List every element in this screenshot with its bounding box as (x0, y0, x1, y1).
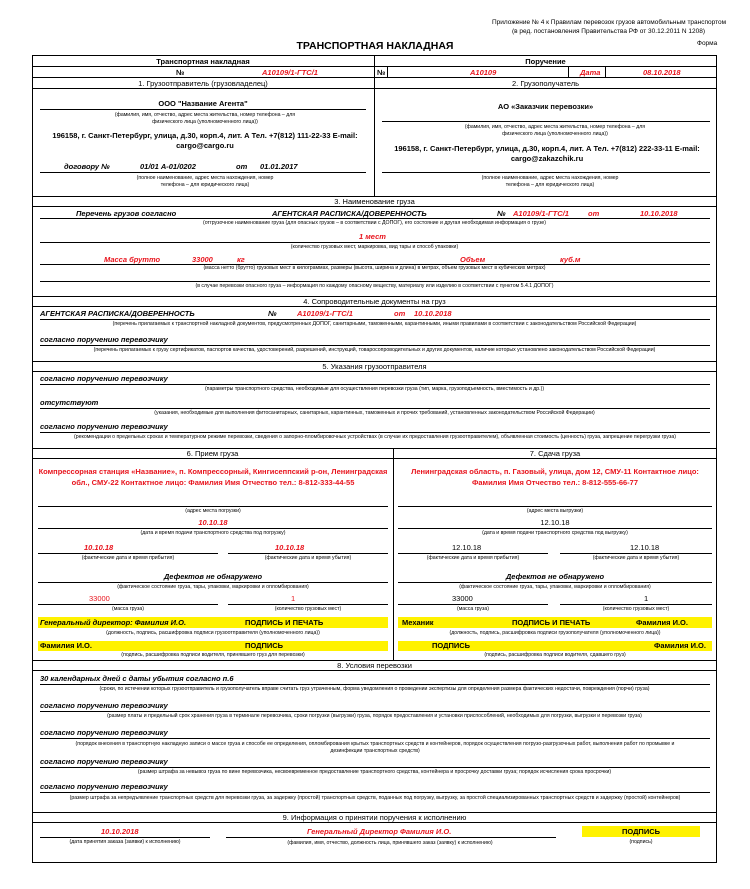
cargo-caption3: (масса нетто (брутто) грузовых мест в килограммах, размеры (высота, ширина и длина) в метрах, объем грузовых мест в кубических метрах) (203, 265, 546, 271)
terms-line4: согласно поручению перевозчику (40, 757, 168, 766)
gross-unit: кг (237, 255, 245, 264)
form-label: Форма (697, 40, 718, 47)
instructions-line2: отсутствуют (40, 398, 99, 407)
unloading-address-caption: (адрес места выгрузки) (526, 508, 584, 514)
shipper-address: 196158, г. Санкт-Петербург, улица, д.30, корп.4, лит. А Тел. +7(812) 111-22-33 E-mail: cargo@cargo.ru (52, 131, 358, 151)
order-number: А10109 (470, 68, 497, 77)
unloading-departure-caption: (фактические дата и время убытия) (592, 555, 680, 561)
order-date: 08.10.2018 (643, 68, 681, 77)
loading-date: 10.10.18 (198, 518, 228, 527)
terms-caption3: (порядок внесения в транспортную накладную записи о массе груза и способе ее определения, опломбирования крытых транспортных средств и контейнеров, порядок осуществления погрузо-разгрузочных работ, выполнения работ по промывке и дезинфекции транспортных средств) (75, 741, 675, 754)
instructions-caption2: (указания, необходимые для выполнения фитосанитарных, санитарных, карантинных, таможенных и прочих требований, установленных законодательством Российской Федерации) (154, 410, 595, 416)
docs-from-label: от (394, 309, 406, 318)
instructions-line1: согласно поручению перевозчику (40, 374, 168, 383)
loading-arrival-caption: (фактические дата и время прибытия) (81, 555, 175, 561)
docs-doc-number: А10109/1-ГТС/1 (297, 309, 353, 318)
order-date-label: Дата (580, 68, 601, 77)
docs-caption1: (перечень прилагаемых к транспортной накладной документов, предусмотренных ДОПОГ, санитарными, таможенными, карантинными, иными правилами в соответствии с законодательством Российской Федерации) (112, 321, 637, 327)
consignee-caption: (фамилия, имя, отчество, адрес места жительства, номер телефона – для физического лица (уполномоченного лица)) (464, 124, 646, 137)
loading-state-caption: (фактическое состояние груза, тары, упаковки, маркировки и опломбирования) (117, 584, 309, 590)
consignee-sign-caption: (должность, подпись, расшифровка подписи грузополучателя (уполномоченного лица)) (449, 630, 661, 636)
loading-mass-caption: (масса груза) (112, 606, 144, 612)
docs-doc-name: АГЕНТСКАЯ РАСПИСКА/ДОВЕРЕННОСТЬ (40, 309, 195, 318)
unloading-arrival-caption: (фактические дата и время прибытия) (426, 555, 520, 561)
consignee-company: АО «Заказчик перевозки» (497, 102, 594, 111)
loading-driver-caption: (подпись, расшифровка подписи водителя, принявшего груз для перевозки) (121, 652, 305, 658)
order-num-sign: № (377, 68, 386, 77)
section3-heading: 3. Наименование груза (334, 197, 415, 206)
unloading-places-caption: (количество грузовых мест) (602, 606, 670, 612)
contract-from-label: от (236, 162, 248, 171)
volume-label: Объем (460, 255, 486, 264)
unloading-driver-sign: ПОДПИСЬ (432, 641, 471, 650)
acceptance-date: 10.10.2018 (101, 827, 139, 836)
docs-doc-date: 10.10.2018 (414, 309, 452, 318)
cargo-doc-number: А10109/1-ГТС/1 (513, 209, 569, 218)
contract-number: 01/01 А-01/0202 (140, 162, 196, 171)
unloading-mass-caption: (масса груза) (457, 606, 489, 612)
terms-caption2: (размер платы и предельный срок хранения груза в терминале перевозчика, сроки погрузки (выгрузки) груза, порядок предоставления и установки приспособлений, необходимых для погрузки, выгрузки и перевозки груза) (107, 713, 642, 719)
terms-caption1: (сроки, по истечении которых грузоотправитель и грузополучатель вправе считать груз утраченным, форма уведомления о проведении экспертизы для определения размера фактических недостачи, повреждения (порчи) груза) (99, 686, 650, 692)
unloading-state-caption: (фактическое состояние груза, тары, упаковки, маркировки и опломбирования) (459, 584, 651, 590)
acceptance-name-caption: (фамилия, имя, отчество, должность лица, принявшего заказ (заявку) к исполнению) (287, 840, 493, 846)
waybill-number: А10109/1-ГТС/1 (262, 68, 318, 77)
docs-caption2: (перечень прилагаемых к грузу сертификатов, паспортов качества, удостоверений, разрешений, инструкций, товаросопроводительных и других документов, наличие которых установлено законодательством Российской Федерации) (93, 347, 656, 353)
loading-address: Компрессорная станция «Название», п. Компрессорный, Кингисеппский р-он, Ленинградская обл., СМУ-22 Контактное лицо: Фамилия Имя Отчество тел.: 8-812-333-44-55 (38, 467, 388, 487)
section9-heading: 9. Информация о принятии поручения к исполнению (282, 813, 467, 822)
terms-line3: согласно поручению перевозчику (40, 728, 168, 737)
loading-driver-sign: ПОДПИСЬ (245, 641, 284, 650)
cargo-doc-name: АГЕНТСКАЯ РАСПИСКА/ДОВЕРЕННОСТЬ (272, 209, 427, 218)
section4-heading: 4. Сопроводительные документы на груз (303, 297, 446, 306)
cargo-caption2: (количество грузовых мест, маркировка, вид тары и способ упаковки) (290, 244, 459, 250)
acceptance-sign: ПОДПИСЬ (621, 827, 661, 836)
loading-mass: 33000 (89, 594, 110, 603)
terms-caption4: (размер штрафа за невывоз груза по вине перевозчика, несвоевременное предоставление транспортного средства, контейнера и просрочку доставки груза; порядок исчисления срока просрочки) (137, 769, 612, 775)
contract-date: 01.01.2017 (260, 162, 298, 171)
shipper-company: ООО "Название Агента" (158, 99, 248, 108)
unloading-places: 1 (644, 594, 649, 603)
shipper-signer: Генеральный директор: Фамилия И.О. (40, 618, 187, 627)
waybill-label: Транспортная накладная (156, 57, 250, 66)
shipper-sign-stamp: ПОДПИСЬ И ПЕЧАТЬ (245, 618, 324, 627)
section6-heading: 6. Прием груза (186, 449, 239, 458)
terms-line5: согласно поручению перевозчику (40, 782, 168, 791)
docs-by-order: согласно поручению перевозчику (40, 335, 168, 344)
gross-value: 33000 (192, 255, 213, 264)
cargo-places: 1 мест (359, 232, 386, 241)
instructions-caption1: (параметры транспортного средства, необходимые для осуществления перевозки груза (тип, марка, грузоподъемность, вместимость и др.)) (204, 386, 545, 392)
gross-label: Масса брутто (104, 255, 161, 264)
shipper-sign-caption: (должность, подпись, расшифровка подписи грузоотправителя (уполномоченного лица)) (106, 630, 320, 636)
consignee-caption2: (полное наименование, адрес места нахождения, номер телефона – для юридического лица) (481, 175, 619, 188)
loading-places-caption: (количество грузовых мест) (274, 606, 342, 612)
shipper-caption: (фамилия, имя, отчество, адрес места жительства, номер телефона – для физического лица (уполномоченного лица)) (114, 112, 296, 125)
consignee-signer-position: Механик (402, 618, 434, 627)
consignee-signer-name: Фамилия И.О. (636, 618, 688, 627)
section1-heading: 1. Грузоотправитель (грузовладелец) (138, 79, 268, 88)
consignee-address: 196158, г. Санкт-Петербург, улица, д.30, корп.4, лит. А Тел. +7(812) 222-33-11 E-mail: cargo@zakazchik.ru (394, 144, 700, 164)
unloading-driver-name: Фамилия И.О. (654, 641, 706, 650)
shipper-caption2: (полное наименование, адрес места нахождения, номер телефона – для юридического лица) (136, 175, 274, 188)
loading-places: 1 (291, 594, 296, 603)
volume-unit: куб.м (560, 255, 581, 264)
waybill-num-sign: № (176, 68, 185, 77)
terms-caption5: (размер штрафа за непредъявление транспортных средств для перевозки груза, за задержку (простой) транспортных средств, поданных под погрузку, выгрузку, за простой специализированных транспортных средств и задержку (простой) контейнеров) (69, 795, 681, 801)
instructions-caption3: (рекомендации о предельных сроках и температурном режиме перевозки, сведения о запорно-пломбировочных устройствах (в случае их предоставления грузоотправителем), объявленная стоимость (ценность) груза, запрещение перегрузки груза) (74, 434, 676, 440)
loading-defects: Дефектов не обнаружено (163, 572, 263, 581)
document-title: ТРАНСПОРТНАЯ НАКЛАДНАЯ (296, 40, 454, 52)
loading-driver-name: Фамилия И.О. (40, 641, 92, 650)
section7-heading: 7. Сдача груза (529, 449, 581, 458)
acceptance-date-caption: (дата принятия заказа (заявки) к исполнению) (69, 839, 181, 845)
section5-heading: 5. Указания грузоотправителя (322, 362, 427, 371)
unloading-date-caption: (дата и время подачи транспортного средства под выгрузку) (482, 530, 628, 536)
unloading-departure-date: 12.10.18 (630, 543, 660, 552)
loading-address-caption: (адрес места погрузки) (185, 508, 241, 514)
acceptance-sign-caption: (подпись) (629, 839, 653, 845)
appendix-note-line1: Приложение № 4 к Правилам перевозок грузов автомобильным транспортом (492, 19, 727, 26)
terms-line1: 30 календарных дней с даты убытия согласно п.6 (40, 674, 234, 683)
consignee-sign-stamp: ПОДПИСЬ И ПЕЧАТЬ (512, 618, 591, 627)
unloading-driver-caption: (подпись, расшифровка подписи водителя, сдавшего груз) (484, 652, 626, 658)
cargo-caption4: (в случае перевозки опасного груза – информация по каждому опасному веществу, материалу или изделию в соответствии с пунктом 5.4.1 ДОПОГ) (195, 283, 554, 289)
docs-num-sign: № (268, 309, 277, 318)
instructions-line3: согласно поручению перевозчику (40, 422, 168, 431)
order-label: Поручение (525, 57, 566, 66)
section2-heading: 2. Грузополучатель (511, 79, 579, 88)
loading-departure-date: 10.10.18 (275, 543, 305, 552)
terms-line2: согласно поручению перевозчику (40, 701, 168, 710)
loading-departure-caption: (фактические дата и время убытия) (264, 555, 352, 561)
cargo-num-sign: № (497, 209, 506, 218)
unloading-arrival-date: 12.10.18 (452, 543, 482, 552)
unloading-defects: Дефектов не обнаружено (505, 572, 605, 581)
contract-label: договору № (64, 162, 110, 171)
unloading-address: Ленинградская область, п. Газовый, улица, дом 12, СМУ-11 Контактное лицо: Фамилия Имя Отчество тел.: 8-812-555-66-77 (411, 467, 699, 487)
section8-heading: 8. Условия перевозки (337, 661, 412, 670)
appendix-note-line2: (в ред. постановления Правительства РФ от 30.12.2011 N 1208) (512, 28, 706, 35)
cargo-doc-date: 10.10.2018 (640, 209, 678, 218)
cargo-caption1: (отгрузочное наименование груза (для опасных грузов – в соответствии с ДОПОГ), его состояние и другая необходимая информация о грузе) (202, 220, 547, 226)
unloading-mass: 33000 (452, 594, 473, 603)
unloading-date: 12.10.18 (540, 518, 570, 527)
cargo-list-label: Перечень грузов согласно (76, 209, 177, 218)
acceptance-name: Генеральный Директор Фамилия И.О. (307, 827, 452, 836)
loading-date-caption: (дата и время подачи транспортного средства под погрузку) (140, 530, 286, 536)
cargo-from-label: от (588, 209, 600, 218)
loading-arrival-date: 10.10.18 (84, 543, 114, 552)
